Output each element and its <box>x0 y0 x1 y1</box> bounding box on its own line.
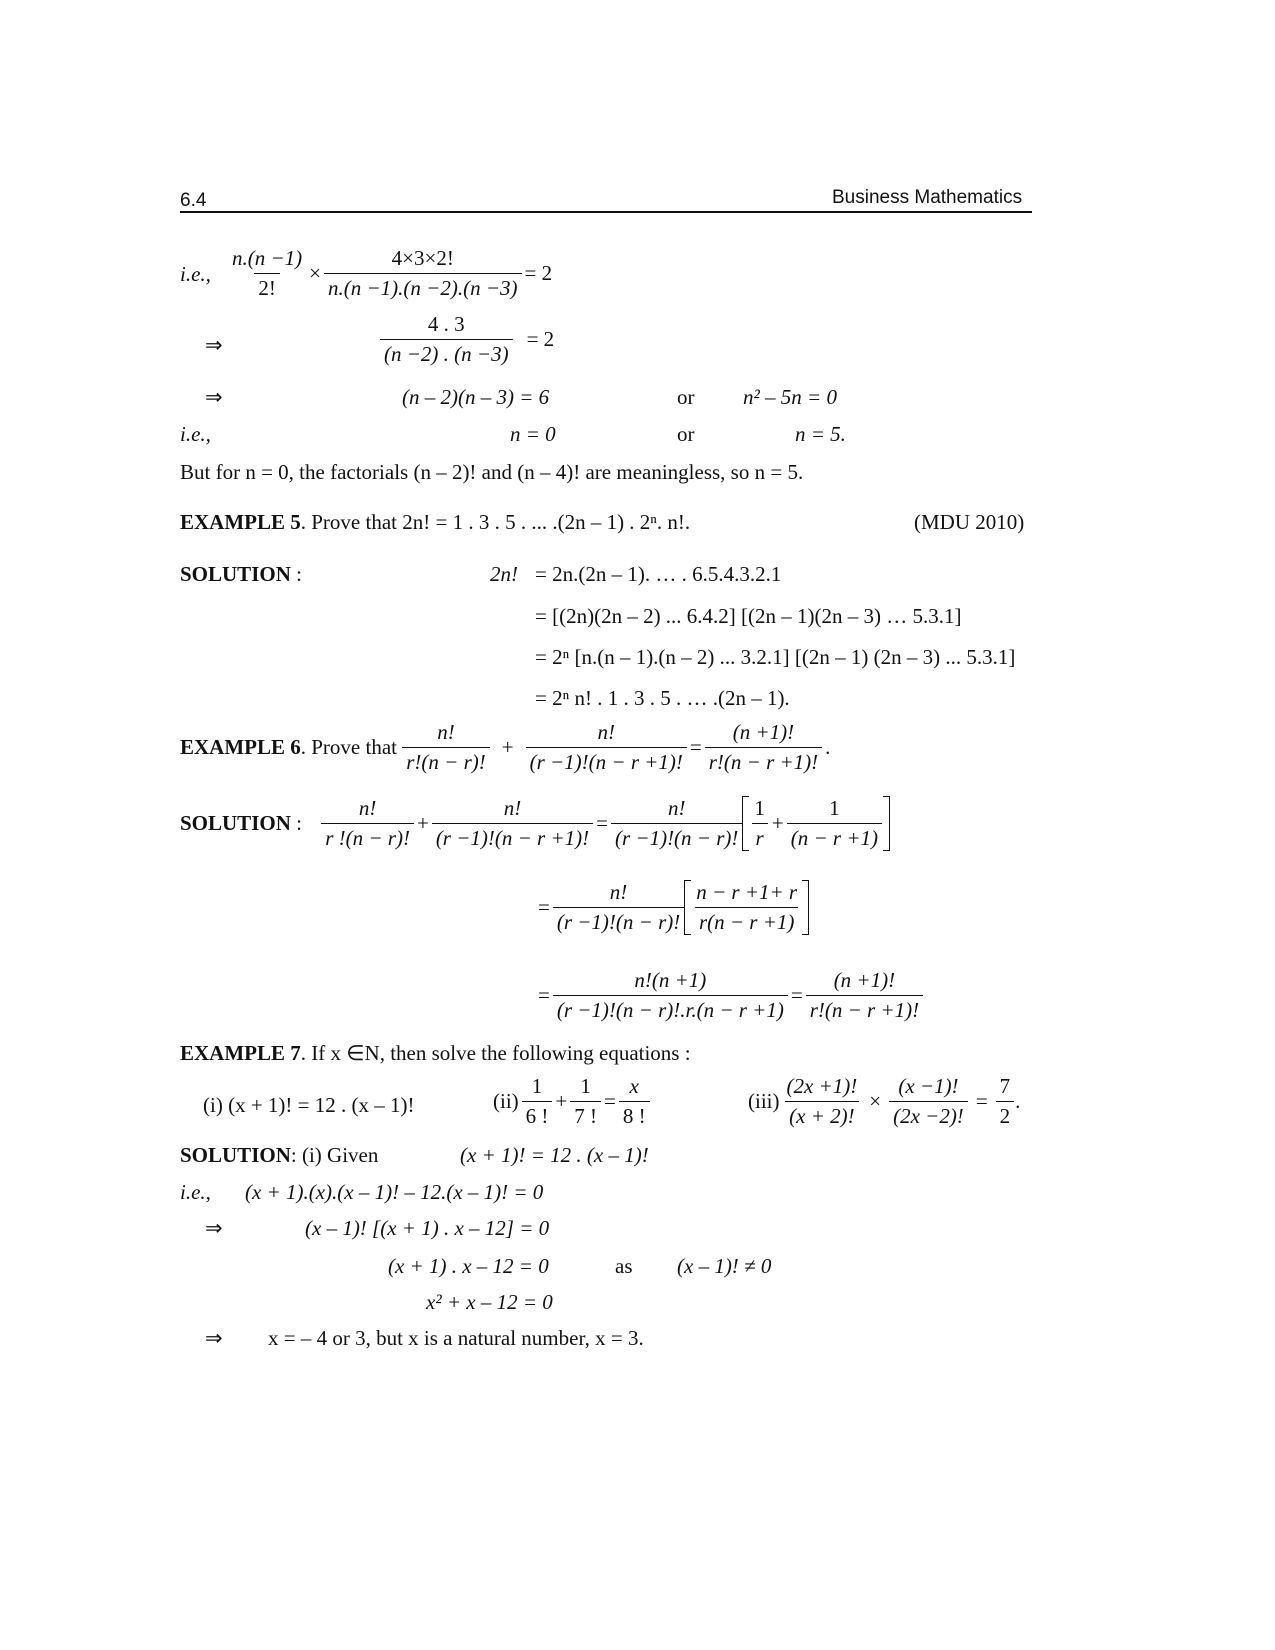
solution-line-3 <box>535 968 923 1023</box>
solution-line-1 <box>180 796 890 851</box>
solution-intro: : (i) Given <box>290 1143 379 1167</box>
solution-lhs: 2n! <box>490 562 518 586</box>
denominator: 2! <box>254 273 280 301</box>
denominator: 8 ! <box>619 1101 650 1129</box>
denominator: n.(n −1).(n −2).(n −3) <box>324 273 521 301</box>
solution-step: = 2ⁿ n! . 1 . 3 . 5 . … .(2n – 1). <box>535 686 790 710</box>
denominator: (r −1)!(n − r)! <box>553 907 684 935</box>
period: . <box>1015 1089 1021 1113</box>
fraction <box>692 880 801 935</box>
fraction <box>432 796 593 851</box>
fraction <box>522 1074 553 1129</box>
example-5-statement <box>180 510 690 535</box>
solution-step: = 2n.(2n – 1). … . 6.5.4.3.2.1 <box>535 562 782 586</box>
numerator: 4×3×2! <box>391 246 454 270</box>
numerator: 1 <box>580 1074 591 1098</box>
equation-line-1 <box>228 246 555 301</box>
times-operator: × <box>309 261 322 285</box>
fraction <box>705 720 822 775</box>
solution-step: = [(2n)(2n – 2) ... 6.4.2] [(2n – 1)(2n – 3) … 5.3.1] <box>535 604 962 628</box>
solution-label: SOLUTION <box>180 811 291 835</box>
condition-text: (x – 1)! ≠ 0 <box>677 1254 772 1278</box>
denominator: r !(n − r)! <box>321 823 414 851</box>
numerator: (n +1)! <box>833 968 896 992</box>
fraction <box>889 1074 968 1129</box>
solution-step: (x + 1).(x).(x – 1)! – 12.(x – 1)! = 0 <box>245 1180 544 1204</box>
denominator: 2 <box>996 1101 1015 1129</box>
fraction <box>324 246 521 301</box>
numerator: 1 <box>829 796 840 820</box>
equals-operator: = <box>790 983 803 1007</box>
ie-label: i.e., <box>180 1180 211 1204</box>
equation-ii <box>490 1074 650 1129</box>
denominator: (n − r +1) <box>787 823 882 851</box>
numerator: n! <box>358 796 377 820</box>
period: . <box>825 735 831 759</box>
equation-line-4-lhs: n = 0 <box>510 422 556 446</box>
denominator: (r −1)!(n − r)! <box>611 823 742 851</box>
denominator: (r −1)!(n − r +1)! <box>526 747 687 775</box>
implies-icon: ⇒ <box>205 1216 223 1240</box>
numerator: 7 <box>999 1074 1011 1098</box>
fraction <box>611 796 742 851</box>
conclusion-text: But for n = 0, the factorials (n – 2)! and (n – 4)! are meaningless, so n = 5. <box>180 460 804 484</box>
denominator: (2x −2)! <box>889 1101 968 1129</box>
example-text: . Prove that 2n! = 1 . 3 . 5 . ... .(2n – 1) . 2ⁿ. n!. <box>300 510 691 534</box>
equals-operator: = <box>596 811 608 835</box>
denominator: (r −1)!(n − r)!.r.(n − r +1) <box>553 995 788 1023</box>
numerator: n! <box>437 720 455 744</box>
example-label: EXAMPLE 5 <box>180 510 301 534</box>
numerator: n! <box>597 720 615 744</box>
equation-line-2 <box>380 312 557 367</box>
solution-step: (x – 1)! [(x + 1) . x – 12] = 0 <box>305 1216 550 1240</box>
as-text: as <box>615 1254 633 1278</box>
header-rule <box>180 211 1032 213</box>
denominator: r!(n − r +1)! <box>705 747 822 775</box>
fraction <box>526 720 687 775</box>
denominator: r!(n − r +1)! <box>806 995 923 1023</box>
numerator: (x −1)! <box>898 1074 959 1098</box>
given-equation: (x + 1)! = 12 . (x – 1)! <box>460 1143 649 1167</box>
numerator: n!(n +1) <box>634 968 707 992</box>
denominator: (x + 2)! <box>785 1101 858 1129</box>
denominator: r <box>752 823 768 851</box>
bracket-group <box>742 796 890 851</box>
or-text: or <box>677 385 695 409</box>
equation-label: (iii) <box>748 1089 780 1113</box>
plus-operator: + <box>416 811 429 835</box>
example-text: . Prove that <box>300 735 397 759</box>
equation-line-3-lhs: (n – 2)(n – 3) = 6 <box>402 385 550 409</box>
solution-heading <box>180 562 302 587</box>
example-heading <box>180 735 397 760</box>
fraction <box>380 312 513 367</box>
solution-step: (x + 1) . x – 12 = 0 <box>388 1254 549 1278</box>
denominator: 7 ! <box>570 1101 601 1129</box>
equals-operator: = <box>538 895 550 919</box>
fraction <box>783 1074 862 1129</box>
equals-operator: = <box>604 1089 616 1113</box>
fraction <box>402 720 490 775</box>
numerator: 1 <box>531 1074 543 1098</box>
numerator: n.(n −1) <box>232 246 303 270</box>
plus-operator: + <box>771 811 784 835</box>
example-text: . If x ∈N, then solve the following equations : <box>300 1041 691 1065</box>
equation-iii <box>745 1074 1021 1129</box>
equals-operator: = <box>975 1089 988 1113</box>
fraction <box>806 968 923 1023</box>
solution-line-2 <box>535 880 809 935</box>
solution-label: SOLUTION <box>180 1143 291 1167</box>
fraction <box>553 968 788 1023</box>
fraction <box>570 1074 601 1129</box>
denominator: r!(n − r)! <box>402 747 490 775</box>
denominator: r(n − r +1) <box>695 907 798 935</box>
equation-line-3-rhs: n² – 5n = 0 <box>743 385 837 409</box>
implies-icon: ⇒ <box>205 385 223 409</box>
source-citation: (MDU 2010) <box>914 510 1025 534</box>
equation-line-4-rhs: n = 5. <box>795 422 846 446</box>
numerator: (2x +1)! <box>786 1074 858 1098</box>
implies-icon: ⇒ <box>205 333 223 357</box>
denominator: (n −2) . (n −3) <box>380 339 513 367</box>
numerator: n! <box>609 880 628 904</box>
equals-operator: = <box>689 735 702 759</box>
example-7-statement <box>180 1041 691 1066</box>
ie-label: i.e., <box>180 262 211 286</box>
example-label: EXAMPLE 7 <box>180 1041 301 1065</box>
numerator: n! <box>503 796 522 820</box>
solution-colon: : <box>290 811 302 835</box>
equation-i: (i) (x + 1)! = 12 . (x – 1)! <box>203 1093 415 1117</box>
times-operator: × <box>869 1089 882 1113</box>
or-text: or <box>677 422 695 446</box>
ie-label: i.e., <box>180 422 211 446</box>
example-6-statement <box>180 720 833 775</box>
denominator: 6 ! <box>522 1101 553 1129</box>
fraction <box>750 796 769 851</box>
solution-colon: : <box>290 562 302 586</box>
numerator: n − r +1+ r <box>696 880 798 904</box>
equation-label: (ii) <box>493 1089 519 1113</box>
fraction <box>228 246 306 301</box>
fraction <box>619 1074 650 1129</box>
solution-heading <box>180 1143 378 1168</box>
equals-operator: = <box>538 983 550 1007</box>
solution-step: = 2ⁿ [n.(n – 1).(n – 2) ... 3.2.1] [(2n – 1) (2n – 3) ... 5.3.1] <box>535 645 1016 669</box>
numerator: (n +1)! <box>732 720 795 744</box>
fraction <box>321 796 414 851</box>
plus-operator: + <box>555 1089 568 1113</box>
fraction <box>996 1074 1015 1129</box>
bracket-group <box>684 880 809 935</box>
fraction <box>787 796 882 851</box>
solution-label: SOLUTION <box>180 562 291 586</box>
equation-rhs: = 2 <box>524 261 553 285</box>
example-label: EXAMPLE 6 <box>180 735 301 759</box>
numerator: 4 . 3 <box>427 312 465 336</box>
running-title: Business Mathematics <box>832 187 1023 208</box>
implies-icon: ⇒ <box>205 1326 223 1350</box>
fraction <box>553 880 684 935</box>
plus-operator: + <box>501 735 514 759</box>
equation-rhs: = 2 <box>526 327 555 351</box>
numerator: x <box>629 1074 639 1098</box>
numerator: n! <box>667 796 686 820</box>
page-number: 6.4 <box>180 190 207 211</box>
numerator: 1 <box>754 796 765 820</box>
solution-step: x² + x – 12 = 0 <box>426 1290 553 1314</box>
denominator: (r −1)!(n − r +1)! <box>432 823 593 851</box>
solution-heading <box>180 811 316 836</box>
final-answer: x = – 4 or 3, but x is a natural number, x = 3. <box>268 1326 644 1350</box>
